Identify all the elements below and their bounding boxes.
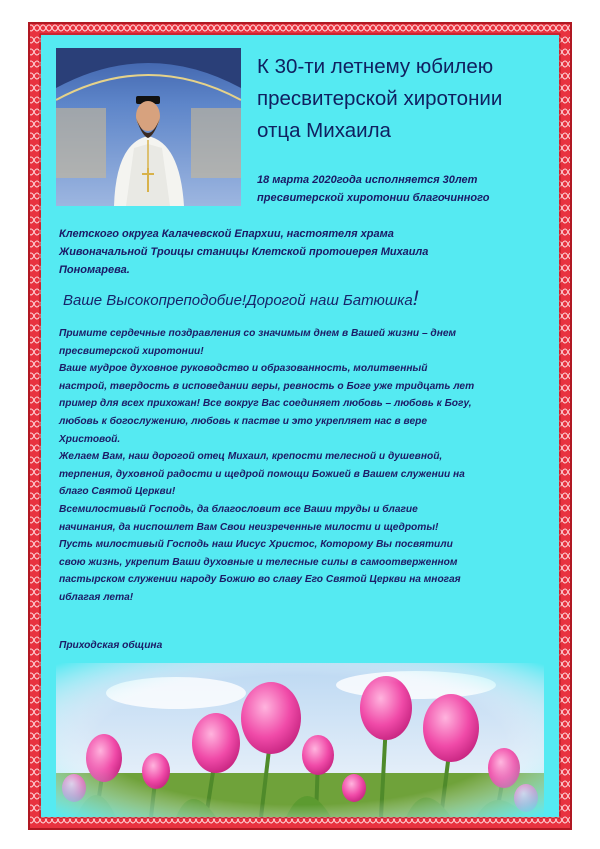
body-line: пример для всех прихожан! Все вокруг Вас соединяет любовь – любовь к Богу, bbox=[59, 398, 472, 410]
body-line: настрой, твердость в исповедании веры, ревность о Боге уже тридцать лет bbox=[59, 380, 475, 392]
tulips-photo bbox=[56, 663, 544, 817]
signature: Приходская община bbox=[59, 640, 163, 651]
title-line: пресвитерской хиротонии bbox=[257, 87, 503, 110]
greeting-exclamation: ! bbox=[412, 287, 419, 310]
intro-line: Пономарева. bbox=[59, 264, 130, 276]
title-line: К 30-ти летнему юбилею bbox=[257, 55, 494, 78]
body-line: Желаем Вам, наш дорогой отец Михаил, крепости телесной и душевной, bbox=[59, 451, 443, 463]
intro-line: Клетского округа Калачевской Епархии, настоятеля храма bbox=[59, 228, 394, 240]
body-line: Пусть милостивый Господь наш Иисус Христос, Которому Вы посвятили bbox=[59, 539, 453, 551]
body-line: любовь к богослужению, любовь к пастве и это укрепляет нас в вере bbox=[59, 415, 427, 427]
intro-line: пресвитерской хиротонии благочинного bbox=[257, 192, 490, 204]
body-line: начинания, да ниспошлет Вам Свои неизреченные милости и щедроты! bbox=[59, 521, 439, 533]
body-line: Примите сердечные поздравления со значимым днем в Вашей жизни – днем bbox=[59, 328, 457, 339]
congratulation-body bbox=[59, 325, 559, 607]
body-line: свою жизнь, укрепит Ваши духовные и телесные силы в самоотверженном bbox=[59, 556, 458, 568]
body-line: Всемилостивый Господь, да благословит все Ваши труды и благие bbox=[59, 503, 418, 515]
greeting-card bbox=[28, 22, 572, 830]
card-title bbox=[257, 51, 559, 147]
greeting-text: Ваше Высокопреподобие!Дорогой наш Батюшка bbox=[63, 292, 413, 309]
body-line: Христовой. bbox=[59, 433, 121, 445]
card-content bbox=[41, 35, 559, 817]
title-line: отца Михаила bbox=[257, 119, 391, 142]
body-line: пресвитерской хиротонии! bbox=[59, 345, 204, 357]
intro-line: Живоначальной Троицы станицы Клетской протоиерея Михаила bbox=[59, 246, 429, 258]
body-line: пастырском служении народу Божию во славу Его Святой Церкви на многая bbox=[59, 574, 461, 586]
intro-line: 18 марта 2020года исполняется 30лет bbox=[257, 174, 478, 186]
body-line: благо Святой Церкви! bbox=[59, 486, 176, 498]
greeting-heading bbox=[63, 287, 559, 311]
body-line: терпения, духовной радости и щедрой помощи Божией в Вашем служении на bbox=[59, 468, 465, 480]
body-line: иблагая лета! bbox=[59, 591, 134, 603]
body-line: Ваше мудрое духовное руководство и образованность, молитвенный bbox=[59, 363, 428, 375]
intro-paragraph-rest bbox=[59, 225, 559, 279]
priest-photo bbox=[56, 48, 241, 206]
intro-paragraph-start bbox=[257, 171, 559, 207]
